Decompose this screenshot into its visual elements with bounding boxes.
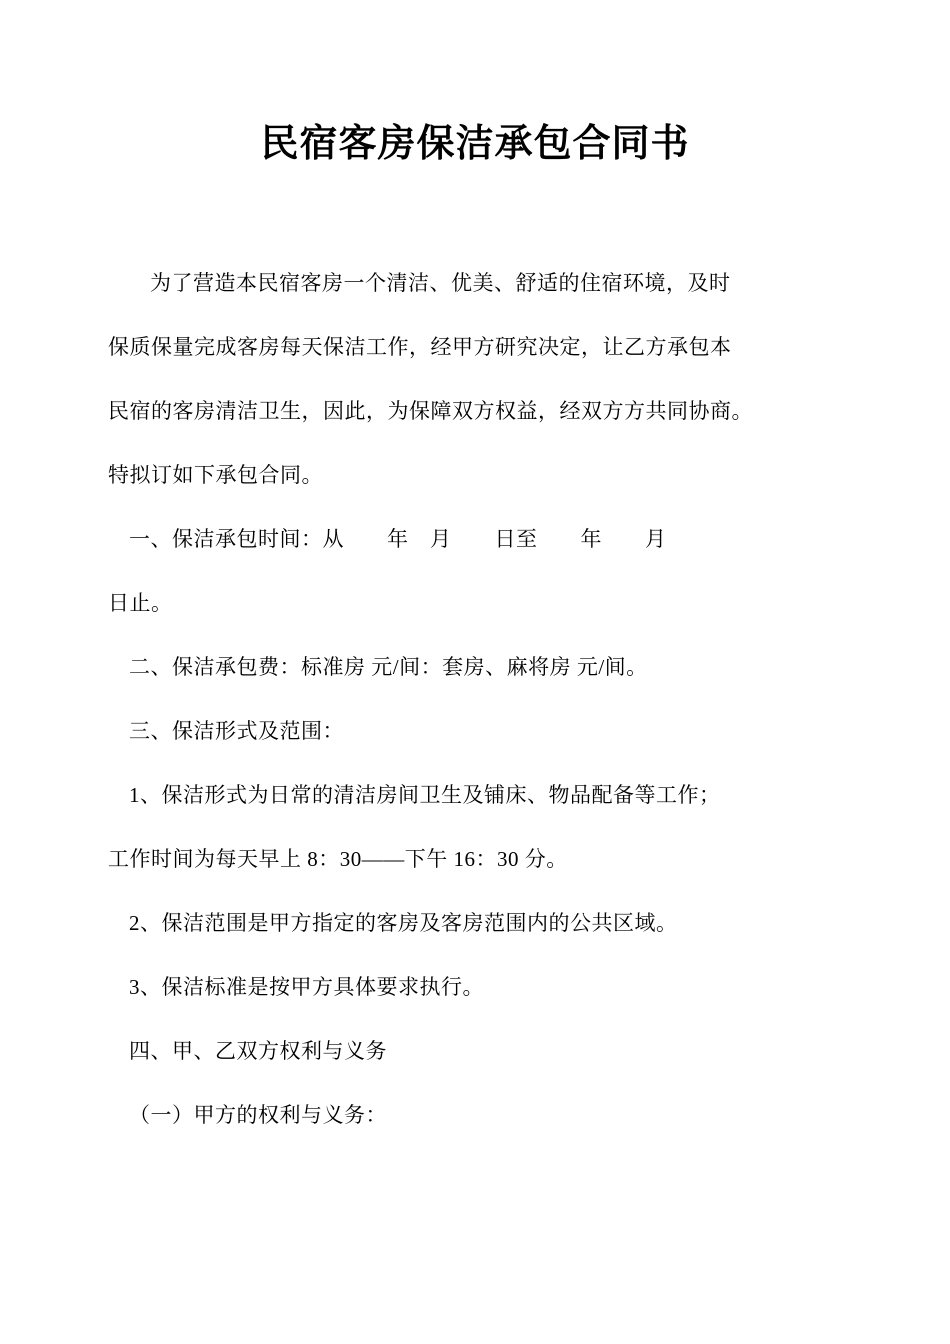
paragraph-intro-2: 保质保量完成客房每天保洁工作，经甲方研究决定，让乙方承包本 xyxy=(108,335,732,360)
paragraph-clause-3-1-line1: 1、保洁形式为日常的清洁房间卫生及铺床、物品配备等工作； xyxy=(129,783,721,808)
paragraph-clause-3-2: 2、保洁范围是甲方指定的客房及客房范围内的公共区域。 xyxy=(129,911,678,936)
paragraph-clause-3-1-line2: 工作时间为每天早上 8：30——下午 16：30 分。 xyxy=(108,847,568,872)
paragraph-clause-4-1: （一）甲方的权利与义务： xyxy=(129,1103,387,1128)
page-title: 民宿客房保洁承包合同书 xyxy=(260,123,690,165)
paragraph-clause-2: 二、保洁承包费：标准房 元/间：套房、麻将房 元/间。 xyxy=(129,655,648,680)
paragraph-intro-3: 民宿的客房清洁卫生，因此，为保障双方权益，经双方方共同协商。 xyxy=(108,399,753,424)
paragraph-intro-4: 特拟订如下承包合同。 xyxy=(108,463,323,488)
paragraph-clause-1-line1: 一、保洁承包时间：从 年 月 日至 年 月 xyxy=(129,527,667,552)
document-body xyxy=(108,251,842,1147)
paragraph-clause-3-3: 3、保洁标准是按甲方具体要求执行。 xyxy=(129,975,484,1000)
paragraph-clause-4: 四、甲、乙双方权利与义务 xyxy=(129,1039,387,1064)
paragraph-clause-3: 三、保洁形式及范围： xyxy=(129,719,344,744)
paragraph-clause-1-line2: 日止。 xyxy=(108,591,173,616)
paragraph-intro-1: 为了营造本民宿客房一个清洁、优美、舒适的住宿环境，及时 xyxy=(150,271,731,296)
